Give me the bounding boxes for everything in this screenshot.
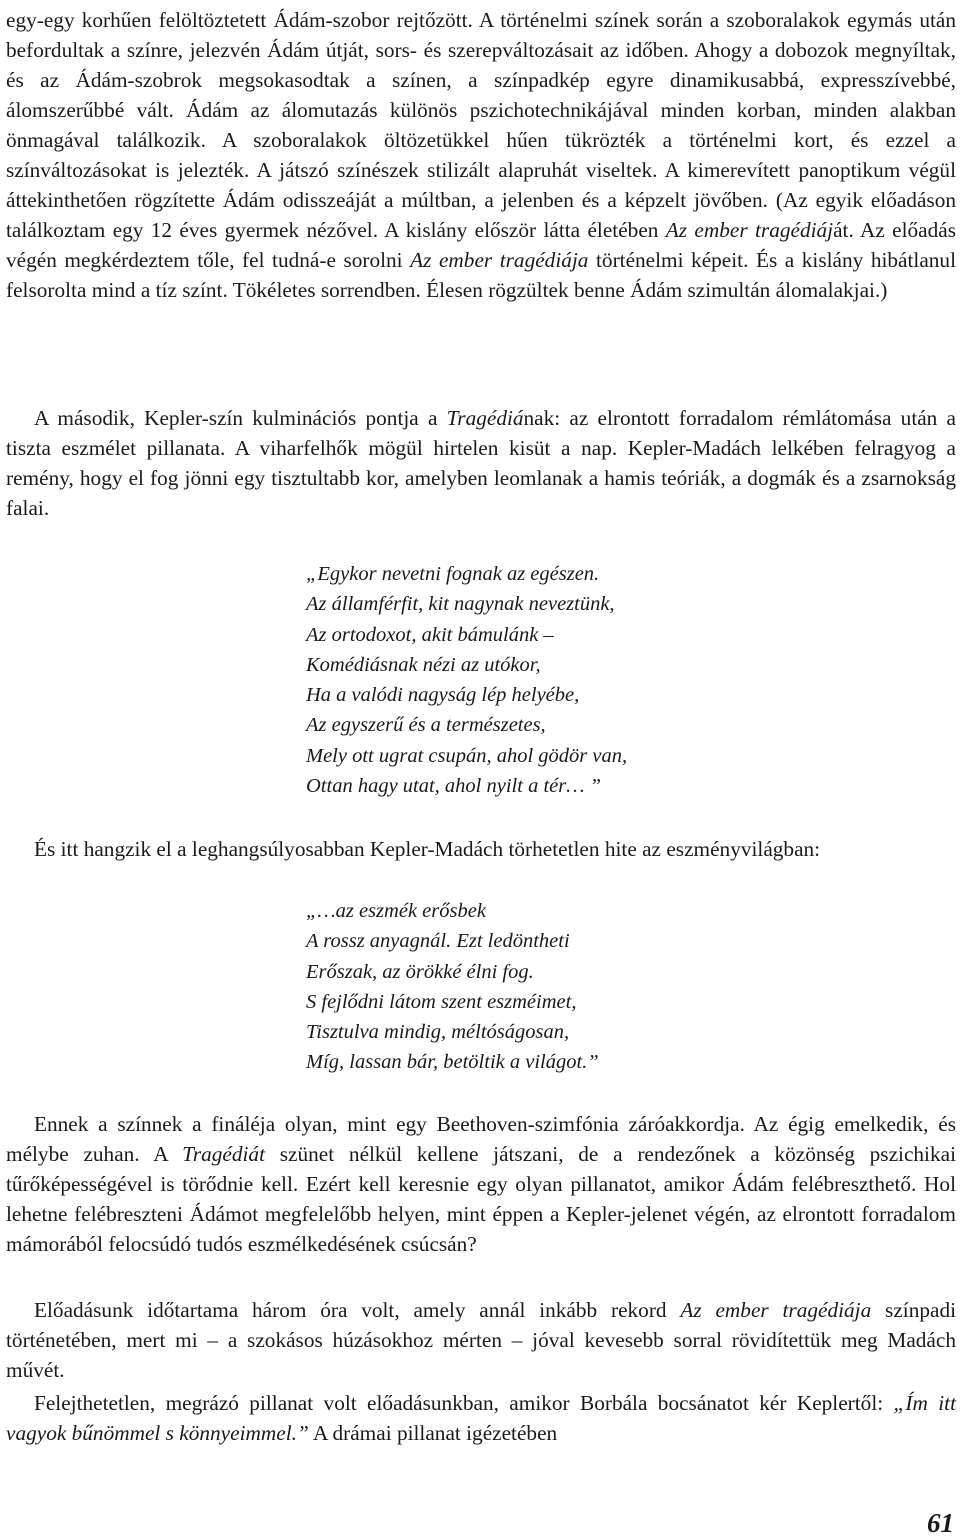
poem-line: Míg, lassan bár, betöltik a világot.” (306, 1051, 599, 1074)
paragraph-3 (6, 834, 956, 864)
poem-line: „Egykor nevetni fognak az egészen. (306, 563, 600, 585)
paragraph-6 (6, 1388, 956, 1448)
paragraph-2 (6, 403, 956, 523)
text-run: Előadásunk időtartama három óra volt, amely annál inkább rekord (34, 1298, 681, 1322)
poem-line: Tisztulva mindig, méltóságosan, (306, 1021, 570, 1044)
italic-title: Az ember tragédiája (680, 1298, 872, 1322)
paragraph-1 (6, 5, 956, 305)
poem-quote-2 (306, 896, 599, 1078)
paragraph-4 (6, 1109, 956, 1259)
text-run: A második, Kepler-szín kulminációs pontja a (34, 406, 447, 430)
poem-line: „…az eszmék erősbek (306, 900, 486, 922)
poem-line: Komédiásnak nézi az utókor, (306, 653, 541, 676)
text-run: És itt hangzik el a leghangsúlyosabban Kepler-Madách törhetetlen hite az eszményvilágban: (34, 837, 821, 861)
italic-quote: „Ím itt vagyok bűnömmel s könnyeimmel.” (6, 1391, 956, 1445)
poem-line: Ottan hagy utat, ahol nyilt a tér… ” (306, 775, 601, 798)
text-run: történelmi képeit. És a kislány hibátlanul felsorolta mind a tíz színt. Tökéletes sorrendben. Élesen rögzültek benne Ádám szimultán álomalakjai.) (6, 248, 956, 302)
poem-line: S fejlődni látom szent eszméimet, (306, 990, 577, 1013)
poem-line: Ha a valódi nagyság lép helyébe, (306, 684, 580, 707)
poem-line: Az államférfit, kit nagynak neveztünk, (306, 593, 615, 616)
text-run: szünet nélkül kellene játszani, de a rendezőnek a közönség pszichikai tűrőképességével is törődnie kell. Ezért kell keresnie egy olyan pillanatot, amikor Ádám felébreszthető. Hol lehetne felébreszteni Ádámot megfelelőbb helyen, mint éppen a Kepler-jelenet végén, az elrontott forradalom mámorából felocsúdó tudós eszmélkedésének csúcsán? (6, 1142, 956, 1256)
italic-title: Az ember tragédiáj (665, 218, 834, 242)
paragraph-5 (6, 1295, 956, 1385)
text-run: Felejthetetlen, megrázó pillanat volt előadásunkban, amikor Borbála bocsánatot kér Keplertől: (34, 1391, 894, 1415)
italic-title: Tragédiá (446, 406, 524, 430)
text-run: A drámai pillanat igézetében (308, 1421, 558, 1445)
text-run: át. Az előadás végén megkérdeztem tőle, fel tudná-e sorolni (6, 218, 957, 272)
text-run: Ennek a színnek a fináléja olyan, mint egy Beethoven-szimfónia záróakkordja. Az égig emelkedik, és mélybe zuhan. A (6, 1112, 956, 1166)
poem-quote-1 (306, 559, 627, 801)
text-run: színpadi történetében, mert mi – a szokásos húzásokhoz mérten – jóval kevesebb sorral rövidítettük meg Madách művét. (6, 1298, 957, 1382)
poem-line: Mely ott ugrat csupán, ahol gödör van, (306, 744, 628, 767)
page-number: 61 (927, 1508, 954, 1538)
poem-line: Az ortodoxot, akit bámulánk – (306, 623, 554, 646)
poem-line: Az egyszerű és a természetes, (306, 714, 546, 737)
text-run: egy-egy korhűen felöltöztetett Ádám-szobor rejtőzött. A történelmi színek során a szoboralakok egymás után befordultak a színre, jelezvén Ádám útját, sors- és szerepváltozásait az időben. Ahogy a dobozok megnyíltak, és az Ádám-szobrok megsokasodtak a színen, a színpadkép egyre dinamikusabbá, expresszívebbé, álomszerűbbé vált. Ádám az álomutazás különös pszichotechnikájával minden korban, minden alakban önmagával találkozik. A szoboralakok öltözetükkel hűen tükrözték a történelmi kort, és ezzel a színváltozásokat is jelezték. A játszó színészek stilizált alapruhát viseltek. A kimerevített panoptikum végül áttekinthetően rögzítette Ádám odisszeáját a múltban, a jelenben és a képzelt jövőben. (Az egyik előadáson találkoztam egy 12 éves gyermek nézővel. A kislány először látta életében (6, 8, 956, 242)
poem-line: Erőszak, az örökké élni fog. (306, 960, 534, 983)
italic-title: Tragédiát (182, 1142, 265, 1166)
italic-title: Az ember tragédiája (410, 248, 589, 272)
poem-line: A rossz anyagnál. Ezt ledöntheti (306, 930, 570, 953)
text-run: nak: az elrontott forradalom rémlátomása után a tiszta eszmélet pillanata. A viharfelhők mögül hirtelen kisüt a nap. Kepler-Madách lelkében felragyog a remény, hogy el fog jönni egy tisztultabb kor, amelyben leomlanak a hamis teóriák, a dogmák és a zsarnokság falai. (6, 406, 956, 520)
